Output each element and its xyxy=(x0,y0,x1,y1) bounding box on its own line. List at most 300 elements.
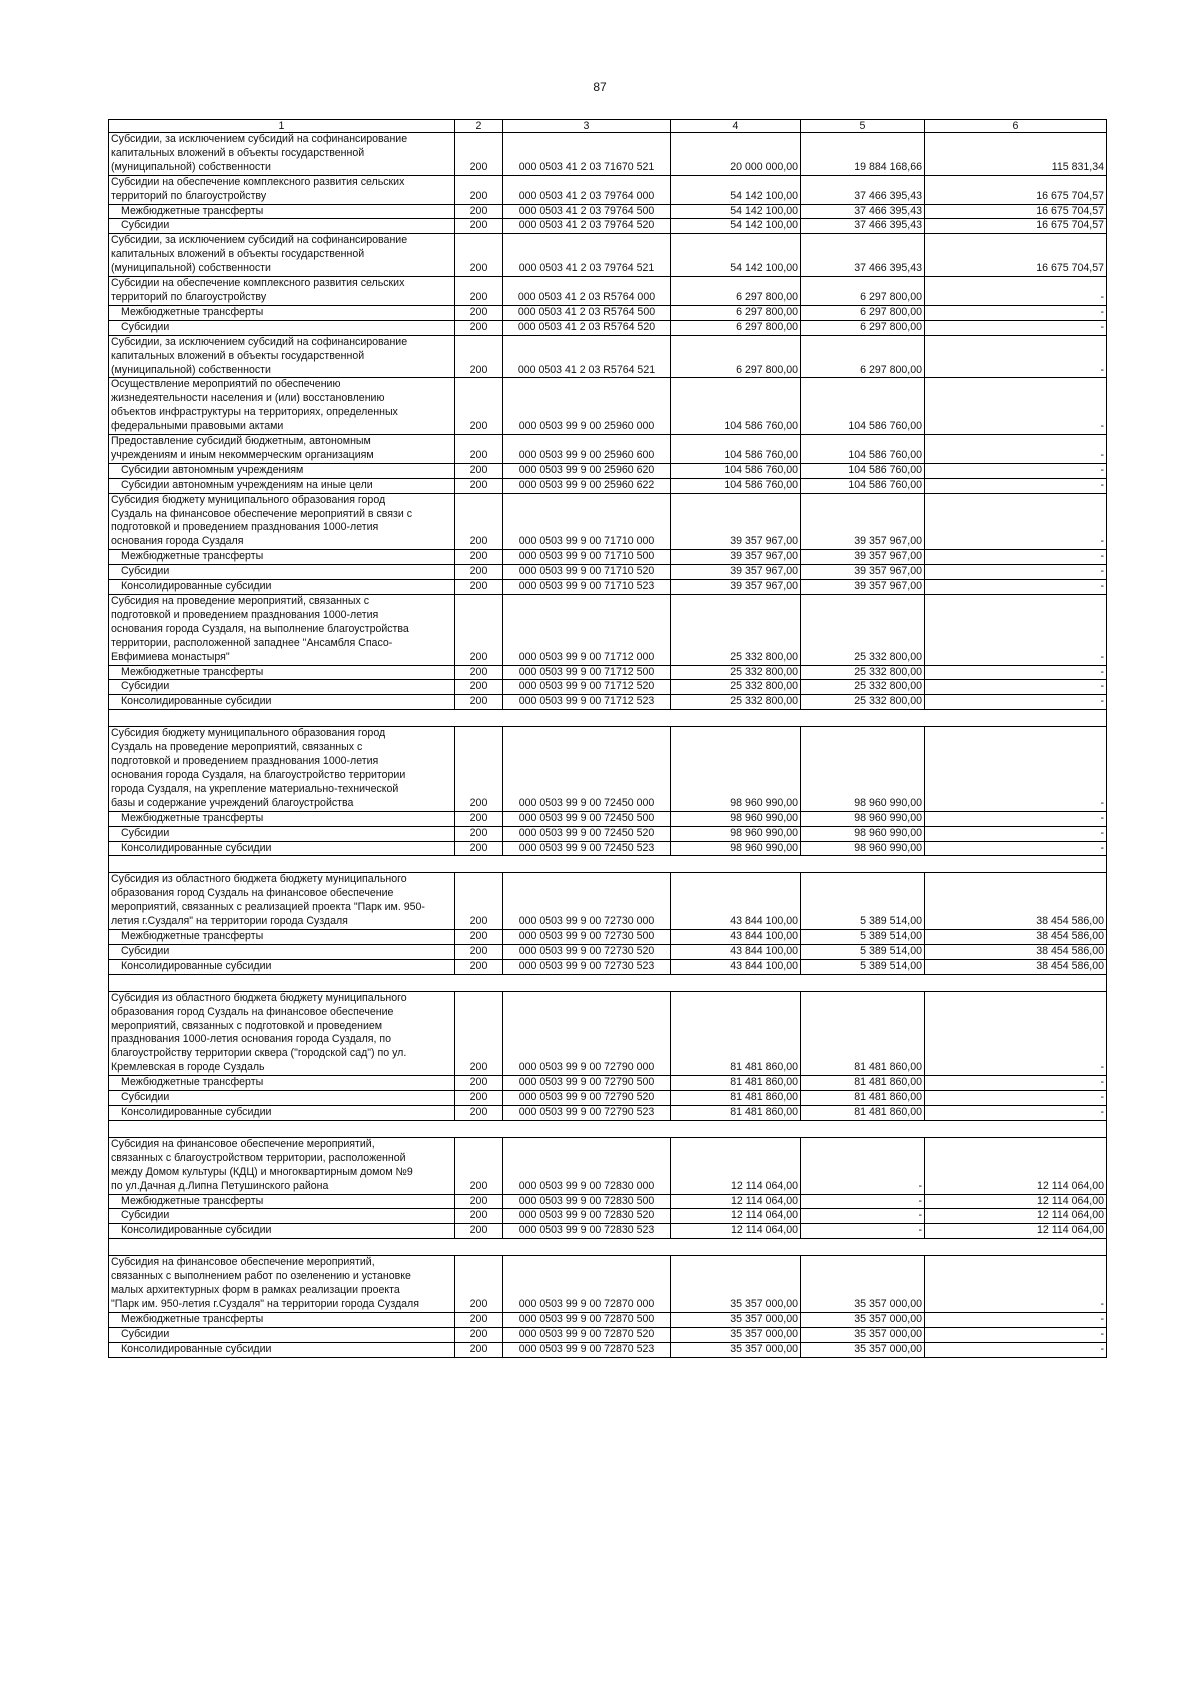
row-budget-code: 000 0503 99 9 00 72790 500 xyxy=(503,1076,671,1091)
table-row xyxy=(109,335,1107,378)
table-row xyxy=(109,277,1107,306)
spacer-cell xyxy=(109,710,1107,727)
row-description: Консолидированные субсидии xyxy=(109,841,455,856)
row-executed-amount: 104 586 760,00 xyxy=(801,463,925,478)
row-remaining-amount: 16 675 704,57 xyxy=(925,234,1107,277)
row-approved-amount: 39 357 967,00 xyxy=(671,493,801,550)
table-row xyxy=(109,305,1107,320)
row-description: Субсидия бюджету муниципального образования город Суздаль на проведение мероприятий, связанных с подготовкой и проведением празднования 1000-летия основания города Суздаля, на благоустройство территории города Суздаля, на укрепление материально-технической базы и содержание учреждений благоустройства xyxy=(109,727,455,811)
spacer-row xyxy=(109,856,1107,873)
table-row xyxy=(109,133,1107,176)
row-approved-amount: 54 142 100,00 xyxy=(671,204,801,219)
row-budget-code: 000 0503 41 2 03 71670 521 xyxy=(503,133,671,176)
row-budget-code: 000 0503 99 9 00 72870 523 xyxy=(503,1342,671,1357)
row-remaining-amount: 38 454 586,00 xyxy=(925,873,1107,930)
row-description: Субсидии xyxy=(109,826,455,841)
row-executed-amount: 39 357 967,00 xyxy=(801,550,925,565)
row-remaining-amount: - xyxy=(925,478,1107,493)
row-executed-amount: 6 297 800,00 xyxy=(801,320,925,335)
row-executed-amount: 81 481 860,00 xyxy=(801,1106,925,1121)
row-remaining-amount: 115 831,34 xyxy=(925,133,1107,176)
row-approved-amount: 35 357 000,00 xyxy=(671,1327,801,1342)
table-row xyxy=(109,435,1107,464)
row-executed-amount: - xyxy=(801,1224,925,1239)
row-executed-amount: 25 332 800,00 xyxy=(801,680,925,695)
table-row xyxy=(109,204,1107,219)
row-remaining-amount: - xyxy=(925,378,1107,435)
row-section-code: 200 xyxy=(455,133,503,176)
row-approved-amount: 6 297 800,00 xyxy=(671,335,801,378)
row-approved-amount: 104 586 760,00 xyxy=(671,435,801,464)
row-budget-code: 000 0503 99 9 00 72730 520 xyxy=(503,944,671,959)
row-remaining-amount: 12 114 064,00 xyxy=(925,1224,1107,1239)
row-budget-code: 000 0503 99 9 00 71710 520 xyxy=(503,565,671,580)
row-description: Межбюджетные трансферты xyxy=(109,1312,455,1327)
row-section-code: 200 xyxy=(455,1137,503,1194)
row-section-code: 200 xyxy=(455,595,503,666)
row-section-code: 200 xyxy=(455,580,503,595)
row-approved-amount: 104 586 760,00 xyxy=(671,378,801,435)
row-budget-code: 000 0503 99 9 00 72730 523 xyxy=(503,959,671,974)
row-budget-code: 000 0503 99 9 00 25960 600 xyxy=(503,435,671,464)
row-budget-code: 000 0503 99 9 00 72450 520 xyxy=(503,826,671,841)
row-description: Межбюджетные трансферты xyxy=(109,1076,455,1091)
column-header: 5 xyxy=(801,120,925,133)
spacer-row xyxy=(109,1239,1107,1256)
row-remaining-amount: - xyxy=(925,680,1107,695)
row-budget-code: 000 0503 99 9 00 71712 520 xyxy=(503,680,671,695)
row-remaining-amount: - xyxy=(925,695,1107,710)
row-section-code: 200 xyxy=(455,565,503,580)
row-remaining-amount: - xyxy=(925,665,1107,680)
row-executed-amount: - xyxy=(801,1209,925,1224)
table-row xyxy=(109,944,1107,959)
row-section-code: 200 xyxy=(455,175,503,204)
table-row xyxy=(109,1312,1107,1327)
row-executed-amount: 25 332 800,00 xyxy=(801,665,925,680)
row-budget-code: 000 0503 99 9 00 71710 000 xyxy=(503,493,671,550)
row-description: Субсидии xyxy=(109,680,455,695)
row-budget-code: 000 0503 99 9 00 72450 523 xyxy=(503,841,671,856)
row-description: Субсидии xyxy=(109,219,455,234)
table-row xyxy=(109,1224,1107,1239)
table-row xyxy=(109,959,1107,974)
row-section-code: 200 xyxy=(455,550,503,565)
row-budget-code: 000 0503 41 2 03 79764 520 xyxy=(503,219,671,234)
row-description: Субсидии xyxy=(109,320,455,335)
row-description: Предоставление субсидий бюджетным, автономным учреждениям и иным некоммерческим организациям xyxy=(109,435,455,464)
row-executed-amount: 81 481 860,00 xyxy=(801,1091,925,1106)
row-budget-code: 000 0503 99 9 00 72450 000 xyxy=(503,727,671,811)
row-description: Субсидии, за исключением субсидий на софинансирование капитальных вложений в объекты государственной (муниципальной) собственности xyxy=(109,133,455,176)
row-executed-amount: 98 960 990,00 xyxy=(801,811,925,826)
row-description: Консолидированные субсидии xyxy=(109,1342,455,1357)
row-budget-code: 000 0503 99 9 00 72790 523 xyxy=(503,1106,671,1121)
row-approved-amount: 12 114 064,00 xyxy=(671,1209,801,1224)
table-row xyxy=(109,478,1107,493)
row-approved-amount: 25 332 800,00 xyxy=(671,695,801,710)
row-approved-amount: 81 481 860,00 xyxy=(671,991,801,1075)
spacer-cell xyxy=(109,1120,1107,1137)
table-row xyxy=(109,1194,1107,1209)
row-section-code: 200 xyxy=(455,234,503,277)
row-approved-amount: 35 357 000,00 xyxy=(671,1342,801,1357)
row-approved-amount: 43 844 100,00 xyxy=(671,944,801,959)
row-description: Субсидии xyxy=(109,1327,455,1342)
row-remaining-amount: - xyxy=(925,1106,1107,1121)
row-remaining-amount: 16 675 704,57 xyxy=(925,175,1107,204)
spacer-row xyxy=(109,710,1107,727)
row-executed-amount: 98 960 990,00 xyxy=(801,727,925,811)
table-row xyxy=(109,175,1107,204)
table-row xyxy=(109,1091,1107,1106)
row-section-code: 200 xyxy=(455,1256,503,1313)
table-row xyxy=(109,680,1107,695)
row-remaining-amount: 12 114 064,00 xyxy=(925,1137,1107,1194)
row-approved-amount: 35 357 000,00 xyxy=(671,1312,801,1327)
row-approved-amount: 54 142 100,00 xyxy=(671,175,801,204)
row-approved-amount: 81 481 860,00 xyxy=(671,1091,801,1106)
row-approved-amount: 39 357 967,00 xyxy=(671,565,801,580)
spacer-row xyxy=(109,974,1107,991)
row-approved-amount: 81 481 860,00 xyxy=(671,1106,801,1121)
table-row xyxy=(109,873,1107,930)
row-section-code: 200 xyxy=(455,1106,503,1121)
row-approved-amount: 54 142 100,00 xyxy=(671,234,801,277)
row-section-code: 200 xyxy=(455,680,503,695)
row-budget-code: 000 0503 99 9 00 72790 520 xyxy=(503,1091,671,1106)
row-executed-amount: 39 357 967,00 xyxy=(801,580,925,595)
row-remaining-amount: - xyxy=(925,335,1107,378)
row-remaining-amount: - xyxy=(925,463,1107,478)
row-executed-amount: 6 297 800,00 xyxy=(801,305,925,320)
table-row xyxy=(109,1076,1107,1091)
row-description: Осуществление мероприятий по обеспечению жизнедеятельности населения и (или) восстановлению объектов инфраструктуры на территориях, определенных федеральными правовыми актами xyxy=(109,378,455,435)
row-section-code: 200 xyxy=(455,463,503,478)
row-executed-amount: 19 884 168,66 xyxy=(801,133,925,176)
table-row xyxy=(109,595,1107,666)
table-row xyxy=(109,234,1107,277)
row-executed-amount: 104 586 760,00 xyxy=(801,478,925,493)
row-budget-code: 000 0503 99 9 00 25960 622 xyxy=(503,478,671,493)
row-section-code: 200 xyxy=(455,811,503,826)
row-description: Субсидия на проведение мероприятий, связанных с подготовкой и проведением празднования 1000-летия основания города Суздаля, на выполнение благоустройства территории, расположенной западнее "Ансамбля Спасо- Евфимиева монастыря" xyxy=(109,595,455,666)
row-section-code: 200 xyxy=(455,727,503,811)
page-number: 87 xyxy=(593,80,607,94)
row-description: Консолидированные субсидии xyxy=(109,959,455,974)
row-approved-amount: 81 481 860,00 xyxy=(671,1076,801,1091)
row-executed-amount: 37 466 395,43 xyxy=(801,219,925,234)
row-remaining-amount: 38 454 586,00 xyxy=(925,959,1107,974)
column-header: 6 xyxy=(925,120,1107,133)
table-row xyxy=(109,580,1107,595)
row-section-code: 200 xyxy=(455,1224,503,1239)
table-row xyxy=(109,378,1107,435)
row-budget-code: 000 0503 99 9 00 72830 520 xyxy=(503,1209,671,1224)
row-description: Консолидированные субсидии xyxy=(109,695,455,710)
row-approved-amount: 98 960 990,00 xyxy=(671,841,801,856)
row-section-code: 200 xyxy=(455,305,503,320)
row-remaining-amount: - xyxy=(925,277,1107,306)
row-description: Субсидии на обеспечение комплексного развития сельских территорий по благоустройству xyxy=(109,277,455,306)
row-approved-amount: 6 297 800,00 xyxy=(671,305,801,320)
row-remaining-amount: - xyxy=(925,1327,1107,1342)
row-description: Межбюджетные трансферты xyxy=(109,665,455,680)
column-header: 3 xyxy=(503,120,671,133)
table-row xyxy=(109,1327,1107,1342)
row-budget-code: 000 0503 99 9 00 71712 000 xyxy=(503,595,671,666)
row-budget-code: 000 0503 99 9 00 72450 500 xyxy=(503,811,671,826)
row-remaining-amount: - xyxy=(925,841,1107,856)
row-section-code: 200 xyxy=(455,665,503,680)
row-description: Субсидия на финансовое обеспечение мероприятий, связанных с выполнением работ по озеленению и установке малых архитектурных форм в рамках реализации проекта "Парк им. 950-летия г.Суздаля" на территории города Суздаля xyxy=(109,1256,455,1313)
row-budget-code: 000 0503 99 9 00 72730 500 xyxy=(503,930,671,945)
row-section-code: 200 xyxy=(455,873,503,930)
table-row xyxy=(109,841,1107,856)
row-remaining-amount: 16 675 704,57 xyxy=(925,219,1107,234)
table-row xyxy=(109,1106,1107,1121)
row-section-code: 200 xyxy=(455,435,503,464)
table-body xyxy=(109,133,1107,1358)
row-budget-code: 000 0503 99 9 00 71710 523 xyxy=(503,580,671,595)
row-approved-amount: 98 960 990,00 xyxy=(671,727,801,811)
row-section-code: 200 xyxy=(455,841,503,856)
row-approved-amount: 54 142 100,00 xyxy=(671,219,801,234)
row-budget-code: 000 0503 99 9 00 25960 000 xyxy=(503,378,671,435)
row-executed-amount: 5 389 514,00 xyxy=(801,930,925,945)
spacer-cell xyxy=(109,856,1107,873)
spacer-cell xyxy=(109,1239,1107,1256)
row-budget-code: 000 0503 99 9 00 71710 500 xyxy=(503,550,671,565)
column-header: 4 xyxy=(671,120,801,133)
table-row xyxy=(109,811,1107,826)
row-description: Субсидии xyxy=(109,565,455,580)
row-remaining-amount: - xyxy=(925,320,1107,335)
row-budget-code: 000 0503 99 9 00 71712 500 xyxy=(503,665,671,680)
row-executed-amount: 35 357 000,00 xyxy=(801,1312,925,1327)
row-executed-amount: 5 389 514,00 xyxy=(801,873,925,930)
row-section-code: 200 xyxy=(455,277,503,306)
row-executed-amount: 5 389 514,00 xyxy=(801,944,925,959)
table-row xyxy=(109,826,1107,841)
row-remaining-amount: - xyxy=(925,550,1107,565)
table-row xyxy=(109,991,1107,1075)
row-remaining-amount: 38 454 586,00 xyxy=(925,930,1107,945)
row-approved-amount: 104 586 760,00 xyxy=(671,478,801,493)
row-remaining-amount: - xyxy=(925,991,1107,1075)
row-remaining-amount: 38 454 586,00 xyxy=(925,944,1107,959)
row-description: Субсидии, за исключением субсидий на софинансирование капитальных вложений в объекты государственной (муниципальной) собственности xyxy=(109,335,455,378)
row-remaining-amount: - xyxy=(925,565,1107,580)
row-executed-amount: 25 332 800,00 xyxy=(801,595,925,666)
row-description: Консолидированные субсидии xyxy=(109,580,455,595)
row-budget-code: 000 0503 41 2 03 79764 521 xyxy=(503,234,671,277)
row-executed-amount: 81 481 860,00 xyxy=(801,1076,925,1091)
row-executed-amount: 98 960 990,00 xyxy=(801,826,925,841)
row-executed-amount: 6 297 800,00 xyxy=(801,277,925,306)
row-remaining-amount: - xyxy=(925,1312,1107,1327)
row-approved-amount: 12 114 064,00 xyxy=(671,1224,801,1239)
row-approved-amount: 39 357 967,00 xyxy=(671,550,801,565)
row-budget-code: 000 0503 99 9 00 72870 000 xyxy=(503,1256,671,1313)
row-section-code: 200 xyxy=(455,1327,503,1342)
row-executed-amount: 35 357 000,00 xyxy=(801,1327,925,1342)
row-budget-code: 000 0503 41 2 03 R5764 521 xyxy=(503,335,671,378)
row-approved-amount: 35 357 000,00 xyxy=(671,1256,801,1313)
row-executed-amount: 6 297 800,00 xyxy=(801,335,925,378)
row-executed-amount: 5 389 514,00 xyxy=(801,959,925,974)
row-section-code: 200 xyxy=(455,1091,503,1106)
row-description: Субсидии автономным учреждениям xyxy=(109,463,455,478)
row-budget-code: 000 0503 41 2 03 79764 500 xyxy=(503,204,671,219)
row-approved-amount: 98 960 990,00 xyxy=(671,811,801,826)
row-executed-amount: 39 357 967,00 xyxy=(801,493,925,550)
row-remaining-amount: - xyxy=(925,1091,1107,1106)
row-approved-amount: 43 844 100,00 xyxy=(671,930,801,945)
row-remaining-amount: 16 675 704,57 xyxy=(925,204,1107,219)
table-row xyxy=(109,1137,1107,1194)
row-description: Межбюджетные трансферты xyxy=(109,930,455,945)
table-row xyxy=(109,727,1107,811)
row-section-code: 200 xyxy=(455,991,503,1075)
table-row xyxy=(109,695,1107,710)
row-budget-code: 000 0503 41 2 03 R5764 520 xyxy=(503,320,671,335)
row-budget-code: 000 0503 41 2 03 R5764 000 xyxy=(503,277,671,306)
row-budget-code: 000 0503 41 2 03 79764 000 xyxy=(503,175,671,204)
row-approved-amount: 6 297 800,00 xyxy=(671,277,801,306)
row-section-code: 200 xyxy=(455,1209,503,1224)
row-description: Консолидированные субсидии xyxy=(109,1106,455,1121)
row-executed-amount: - xyxy=(801,1137,925,1194)
row-approved-amount: 43 844 100,00 xyxy=(671,959,801,974)
row-description: Субсидия из областного бюджета бюджету муниципального образования город Суздаль на финансовое обеспечение мероприятий, связанных с реализацией проекта "Парк им. 950- летия г.Суздаля" на территории города Суздаля xyxy=(109,873,455,930)
row-section-code: 200 xyxy=(455,826,503,841)
column-header: 1 xyxy=(109,120,455,133)
row-remaining-amount: 12 114 064,00 xyxy=(925,1209,1107,1224)
spacer-cell xyxy=(109,974,1107,991)
row-description: Межбюджетные трансферты xyxy=(109,550,455,565)
table-row xyxy=(109,320,1107,335)
row-budget-code: 000 0503 99 9 00 72830 523 xyxy=(503,1224,671,1239)
budget-table xyxy=(108,119,1107,1358)
row-section-code: 200 xyxy=(455,204,503,219)
row-remaining-amount: - xyxy=(925,435,1107,464)
row-remaining-amount: - xyxy=(925,1342,1107,1357)
row-executed-amount: 104 586 760,00 xyxy=(801,435,925,464)
row-approved-amount: 12 114 064,00 xyxy=(671,1137,801,1194)
row-executed-amount: 39 357 967,00 xyxy=(801,565,925,580)
row-section-code: 200 xyxy=(455,1312,503,1327)
row-approved-amount: 6 297 800,00 xyxy=(671,320,801,335)
row-remaining-amount: - xyxy=(925,580,1107,595)
row-section-code: 200 xyxy=(455,493,503,550)
row-remaining-amount: - xyxy=(925,305,1107,320)
row-remaining-amount: - xyxy=(925,1256,1107,1313)
row-section-code: 200 xyxy=(455,478,503,493)
row-description: Межбюджетные трансферты xyxy=(109,811,455,826)
row-description: Субсидии xyxy=(109,1091,455,1106)
row-approved-amount: 98 960 990,00 xyxy=(671,826,801,841)
row-section-code: 200 xyxy=(455,930,503,945)
row-remaining-amount: 12 114 064,00 xyxy=(925,1194,1107,1209)
row-approved-amount: 12 114 064,00 xyxy=(671,1194,801,1209)
row-approved-amount: 39 357 967,00 xyxy=(671,580,801,595)
row-executed-amount: 37 466 395,43 xyxy=(801,175,925,204)
row-description: Субсидия бюджету муниципального образования город Суздаль на финансовое обеспечение мероприятий в связи с подготовкой и проведением празднования 1000-летия основания города Суздаля xyxy=(109,493,455,550)
row-section-code: 200 xyxy=(455,219,503,234)
row-executed-amount: 35 357 000,00 xyxy=(801,1256,925,1313)
table-row xyxy=(109,463,1107,478)
row-executed-amount: 37 466 395,43 xyxy=(801,204,925,219)
row-approved-amount: 20 000 000,00 xyxy=(671,133,801,176)
row-description: Межбюджетные трансферты xyxy=(109,305,455,320)
table-row xyxy=(109,550,1107,565)
row-description: Субсидии xyxy=(109,944,455,959)
row-executed-amount: - xyxy=(801,1194,925,1209)
column-number-row xyxy=(109,120,1107,133)
row-section-code: 200 xyxy=(455,1194,503,1209)
row-budget-code: 000 0503 41 2 03 R5764 500 xyxy=(503,305,671,320)
column-header: 2 xyxy=(455,120,503,133)
row-executed-amount: 104 586 760,00 xyxy=(801,378,925,435)
row-approved-amount: 43 844 100,00 xyxy=(671,873,801,930)
row-executed-amount: 98 960 990,00 xyxy=(801,841,925,856)
table-row xyxy=(109,219,1107,234)
row-executed-amount: 25 332 800,00 xyxy=(801,695,925,710)
row-budget-code: 000 0503 99 9 00 72870 520 xyxy=(503,1327,671,1342)
row-section-code: 200 xyxy=(455,959,503,974)
row-description: Субсидия из областного бюджета бюджету муниципального образования город Суздаль на финансовое обеспечение мероприятий, связанных с подготовкой и проведением празднования 1000-летия основания города Суздаля, по благоустройству территории сквера ("городской сад") по ул. Кремлевская в городе Суздаль xyxy=(109,991,455,1075)
row-budget-code: 000 0503 99 9 00 71712 523 xyxy=(503,695,671,710)
row-remaining-amount: - xyxy=(925,595,1107,666)
row-budget-code: 000 0503 99 9 00 72830 500 xyxy=(503,1194,671,1209)
row-section-code: 200 xyxy=(455,320,503,335)
table-row xyxy=(109,930,1107,945)
row-description: Консолидированные субсидии xyxy=(109,1224,455,1239)
row-remaining-amount: - xyxy=(925,493,1107,550)
row-remaining-amount: - xyxy=(925,1076,1107,1091)
table-row xyxy=(109,1342,1107,1357)
row-description: Субсидия на финансовое обеспечение мероприятий, связанных с благоустройством территории, расположенной между Домом культуры (КДЦ) и многоквартирным домом №9 по ул.Дачная д.Липна Петушинского района xyxy=(109,1137,455,1194)
row-budget-code: 000 0503 99 9 00 72790 000 xyxy=(503,991,671,1075)
row-executed-amount: 37 466 395,43 xyxy=(801,234,925,277)
table-row xyxy=(109,565,1107,580)
row-remaining-amount: - xyxy=(925,727,1107,811)
row-remaining-amount: - xyxy=(925,826,1107,841)
table-row xyxy=(109,665,1107,680)
row-executed-amount: 81 481 860,00 xyxy=(801,991,925,1075)
row-section-code: 200 xyxy=(455,378,503,435)
row-executed-amount: 35 357 000,00 xyxy=(801,1342,925,1357)
row-budget-code: 000 0503 99 9 00 72830 000 xyxy=(503,1137,671,1194)
row-approved-amount: 104 586 760,00 xyxy=(671,463,801,478)
row-budget-code: 000 0503 99 9 00 72870 500 xyxy=(503,1312,671,1327)
row-description: Субсидии на обеспечение комплексного развития сельских территорий по благоустройству xyxy=(109,175,455,204)
row-description: Субсидии, за исключением субсидий на софинансирование капитальных вложений в объекты государственной (муниципальной) собственности xyxy=(109,234,455,277)
row-description: Межбюджетные трансферты xyxy=(109,204,455,219)
row-section-code: 200 xyxy=(455,1342,503,1357)
table-row xyxy=(109,493,1107,550)
table-row xyxy=(109,1209,1107,1224)
row-section-code: 200 xyxy=(455,335,503,378)
row-section-code: 200 xyxy=(455,1076,503,1091)
row-description: Субсидии xyxy=(109,1209,455,1224)
row-description: Субсидии автономным учреждениям на иные цели xyxy=(109,478,455,493)
row-approved-amount: 25 332 800,00 xyxy=(671,665,801,680)
spacer-row xyxy=(109,1120,1107,1137)
row-remaining-amount: - xyxy=(925,811,1107,826)
table-row xyxy=(109,1256,1107,1313)
